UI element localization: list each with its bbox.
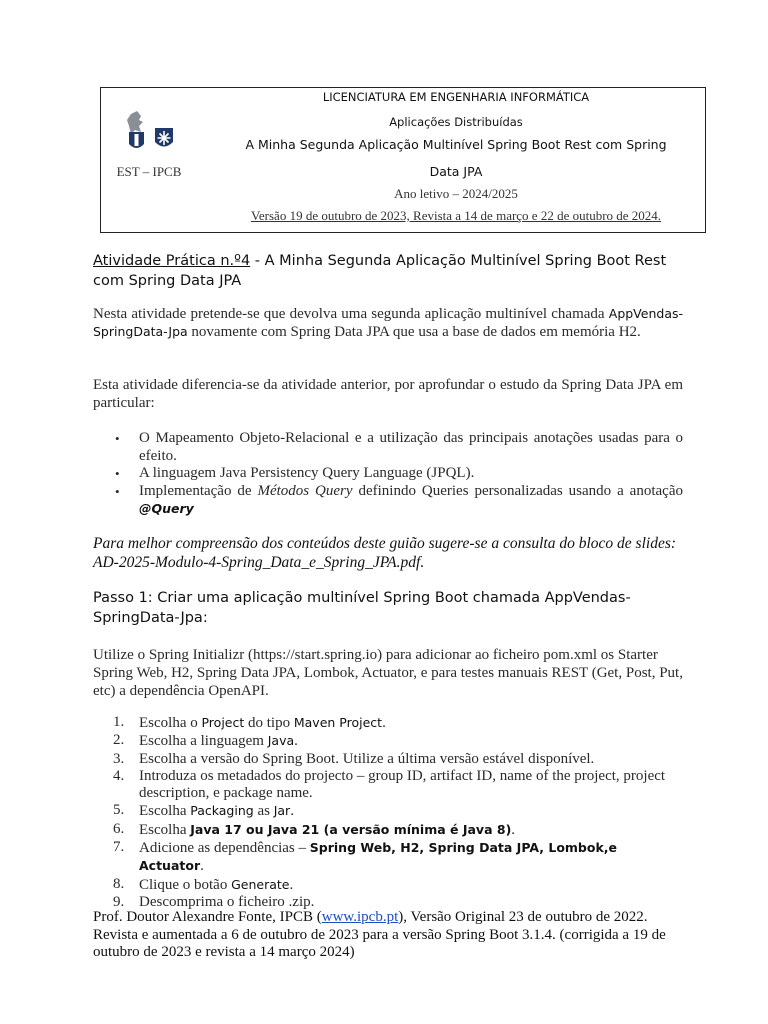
step-text: . <box>289 876 294 893</box>
step-text: Adicione as dependências – <box>139 840 310 857</box>
step-text: . <box>382 715 386 731</box>
footer-text-b: ), Versão Original 23 de outubro de 2022. Revista e aumentada a 6 de outubro de 2023 para a versão Spring Boot 3.1.4. (corrigida a 19 de outubro de 2023 e revista a 14 março 2024) <box>93 909 666 960</box>
step-item <box>113 821 683 839</box>
document-header <box>100 87 706 233</box>
step-item <box>113 839 683 876</box>
intro-text-a: Nesta atividade pretende-se que devolva uma segunda aplicação multinível chamada <box>93 306 609 322</box>
step-text: Introduza os metadados do projecto – group ID, artifact ID, name of the project, project description, e package name. <box>139 767 666 802</box>
app-name: AppVendas-SpringData-Jpa <box>93 306 683 339</box>
activity-title: - A Minha Segunda Aplicação Multinível Spring Boot Rest com Spring Data JPA <box>93 253 667 289</box>
school-year: Ano letivo – 2024/2025 <box>394 186 518 201</box>
step-1-intro: Utilize o Spring Initializr (https://start.spring.io) para adicionar ao ficheiro pom.xml os Starter Spring Web, H2, Spring Data JPA, Lombok, Actuator, e para testes manuais REST (Get, Post, Put, etc) a dependência OpenAPI. <box>93 647 683 699</box>
step-emphasis: Java <box>267 733 295 749</box>
step-item <box>113 751 683 768</box>
step-number: 8. <box>113 875 125 892</box>
slides-note: Para melhor compreensão dos conteúdos deste guião sugere-se a consulta do bloco de slides: AD-2025-Modulo-4-Spring_Data_e_Spring_JPA.pdf. <box>93 535 677 571</box>
list-item <box>115 430 683 465</box>
subject-name: Aplicações Distribuídas <box>389 115 523 129</box>
query-annotation: @Query <box>139 501 194 516</box>
step-number: 3. <box>113 750 125 767</box>
intro-text-b: novamente com Spring Data JPA que usa a base de dados em memória H2. <box>187 324 641 340</box>
step-number: 6. <box>113 820 125 837</box>
step-emphasis: Project <box>201 715 245 730</box>
step-item <box>113 714 683 732</box>
topic-query-italic: Métodos Query <box>257 482 353 499</box>
step-text: Escolha <box>139 803 191 820</box>
course-name: LICENCIATURA EM ENGENHARIA INFORMÁTICA <box>322 90 590 104</box>
author-footer <box>93 909 683 962</box>
intro-paragraph <box>93 305 683 341</box>
step-emphasis: Java 17 ou Java 21 (a versão mínima é Java 8) <box>190 821 512 837</box>
step-item <box>113 768 683 803</box>
step-number: 5. <box>113 802 125 819</box>
ipcb-logo-icon <box>125 110 185 152</box>
step-number: 4. <box>113 767 125 784</box>
activity-label: Atividade Prática n.º4 <box>93 253 251 269</box>
step-text: . <box>200 858 204 875</box>
step-text: Escolha o <box>139 715 202 731</box>
list-item <box>115 483 683 519</box>
steps-list <box>113 714 683 911</box>
topic-orm: O Mapeamento Objeto-Relacional e a utilização das principais anotações usadas para o efeito. <box>139 430 683 464</box>
step-text: . <box>511 821 516 838</box>
topic-jpql: A linguagem Java Persistency Query Language (JPQL). <box>139 465 475 481</box>
topic-query-b: definindo Queries personalizadas usando a anotação <box>352 482 683 499</box>
difference-paragraph: Esta atividade diferencia-se da atividade anterior, por aprofundar o estudo da Spring Data JPA em particular: <box>93 377 683 411</box>
step-number: 7. <box>113 839 125 856</box>
step-item <box>113 876 683 894</box>
topic-query-a: Implementação de <box>139 482 258 499</box>
step-emphasis: Jar <box>273 803 291 819</box>
step-1-heading: Passo 1: Criar uma aplicação multinível Spring Boot chamada AppVendas-SpringData-Jpa: <box>93 590 631 626</box>
step-emphasis: Packaging <box>190 803 254 819</box>
logo-caption: EST – IPCB <box>116 164 182 179</box>
step-text: Clique o botão <box>139 876 232 893</box>
topics-list <box>115 430 683 519</box>
activity-heading <box>93 251 683 291</box>
step-item <box>113 802 683 820</box>
step-emphasis: Spring Web, H2, Spring Data JPA, Lombok,e Actuator <box>139 840 618 874</box>
ipcb-link[interactable]: www.ipcb.pt <box>321 909 399 925</box>
step-text: Descomprima o ficheiro .zip. <box>139 893 315 910</box>
step-emphasis: Maven Project <box>293 715 383 730</box>
step-text: . <box>294 733 298 750</box>
document-title-line-1: A Minha Segunda Aplicação Multinível Spring Boot Rest com Spring <box>245 137 667 152</box>
step-text: Escolha a versão do Spring Boot. Utilize a última versão estável disponível. <box>139 750 595 767</box>
document-title-line-2: Data JPA <box>429 164 483 179</box>
step-text: Escolha <box>139 821 191 838</box>
step-text: do tipo <box>244 715 294 731</box>
step-number: 9. <box>113 893 125 910</box>
document-version: Versão 19 de outubro de 2023, Revista a 14 de março e 22 de outubro de 2024. <box>250 208 662 223</box>
step-text: as <box>253 803 274 820</box>
step-number: 1. <box>113 714 125 730</box>
list-item <box>115 465 683 483</box>
step-text: Escolha a linguagem <box>139 733 268 750</box>
footer-text-a: Prof. Doutor Alexandre Fonte, IPCB ( <box>93 909 322 925</box>
step-item <box>113 732 683 750</box>
step-text: . <box>290 803 294 820</box>
step-emphasis: Generate <box>231 876 290 892</box>
step-number: 2. <box>113 732 125 749</box>
